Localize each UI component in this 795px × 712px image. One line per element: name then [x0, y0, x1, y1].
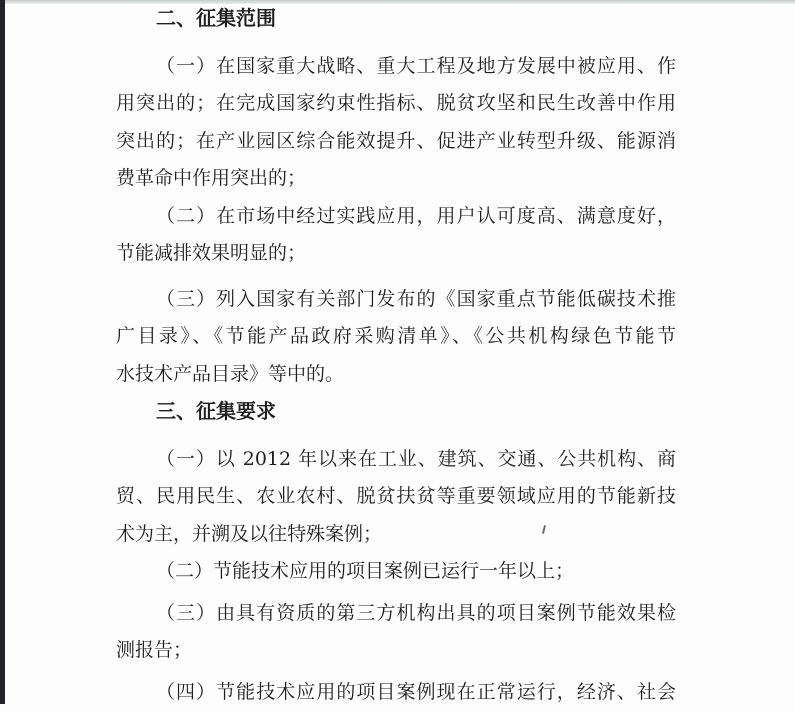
- paragraph-line: 测报告；: [116, 639, 193, 661]
- paragraph-line: （二）在市场中经过实践应用，用户认可度高、满意度好，: [156, 204, 676, 227]
- paragraph-scope-3: [116, 281, 676, 394]
- paragraph-line: 节能减排效果明显的；: [116, 242, 307, 264]
- paragraph-line: （一）在国家重大战略、重大工程及地方发展中被应用、作: [156, 54, 676, 77]
- scan-left-edge-bar: [0, 0, 5, 704]
- paragraph-scope-2: [116, 198, 676, 273]
- paragraph-line: （三）由具有资质的第三方机构出具的项目案例节能效果检: [156, 601, 676, 624]
- paragraph-requirement-3: [116, 595, 676, 670]
- paragraph-line: 费革命中作用突出的；: [116, 167, 307, 189]
- paragraph-line: 术为主，并溯及以往特殊案例；: [116, 522, 383, 545]
- paragraph-line: （三）列入国家有关部门发布的《国家重点节能低碳技术推: [156, 287, 676, 310]
- paragraph-line: 用突出的；在完成国家约束性指标、脱贫攻坚和民生改善中作用: [116, 92, 676, 114]
- paragraph-line: （一）以 2012 年以来在工业、建筑、交通、公共机构、商: [156, 447, 676, 470]
- paragraph-line: 广目录》、《节能产品政府采购清单》、《公共机构绿色节能节: [116, 325, 676, 347]
- paragraph-line: 水技术产品目录》等中的。: [116, 362, 345, 385]
- paragraph-requirement-4: [116, 674, 676, 712]
- section-heading-2: 二、征集范围: [156, 6, 276, 30]
- paragraph-line: （二）节能技术应用的项目案例已运行一年以上；: [156, 560, 575, 582]
- paragraph-line: 贸、民用民生、农业农村、脱贫扶贫等重要领域应用的节能新技: [116, 485, 676, 507]
- paragraph-line: （四）节能技术应用的项目案例现在正常运行，经济、社会: [156, 680, 676, 703]
- paragraph-line: 突出的；在产业园区综合能效提升、促进产业转型升级、能源消: [116, 129, 676, 152]
- section-heading-3: 三、征集要求: [156, 399, 276, 423]
- paragraph-requirement-2: [116, 553, 676, 591]
- document-body: [116, 0, 676, 711]
- paragraph-requirement-1: [116, 441, 676, 554]
- paragraph-scope-1: [116, 48, 676, 198]
